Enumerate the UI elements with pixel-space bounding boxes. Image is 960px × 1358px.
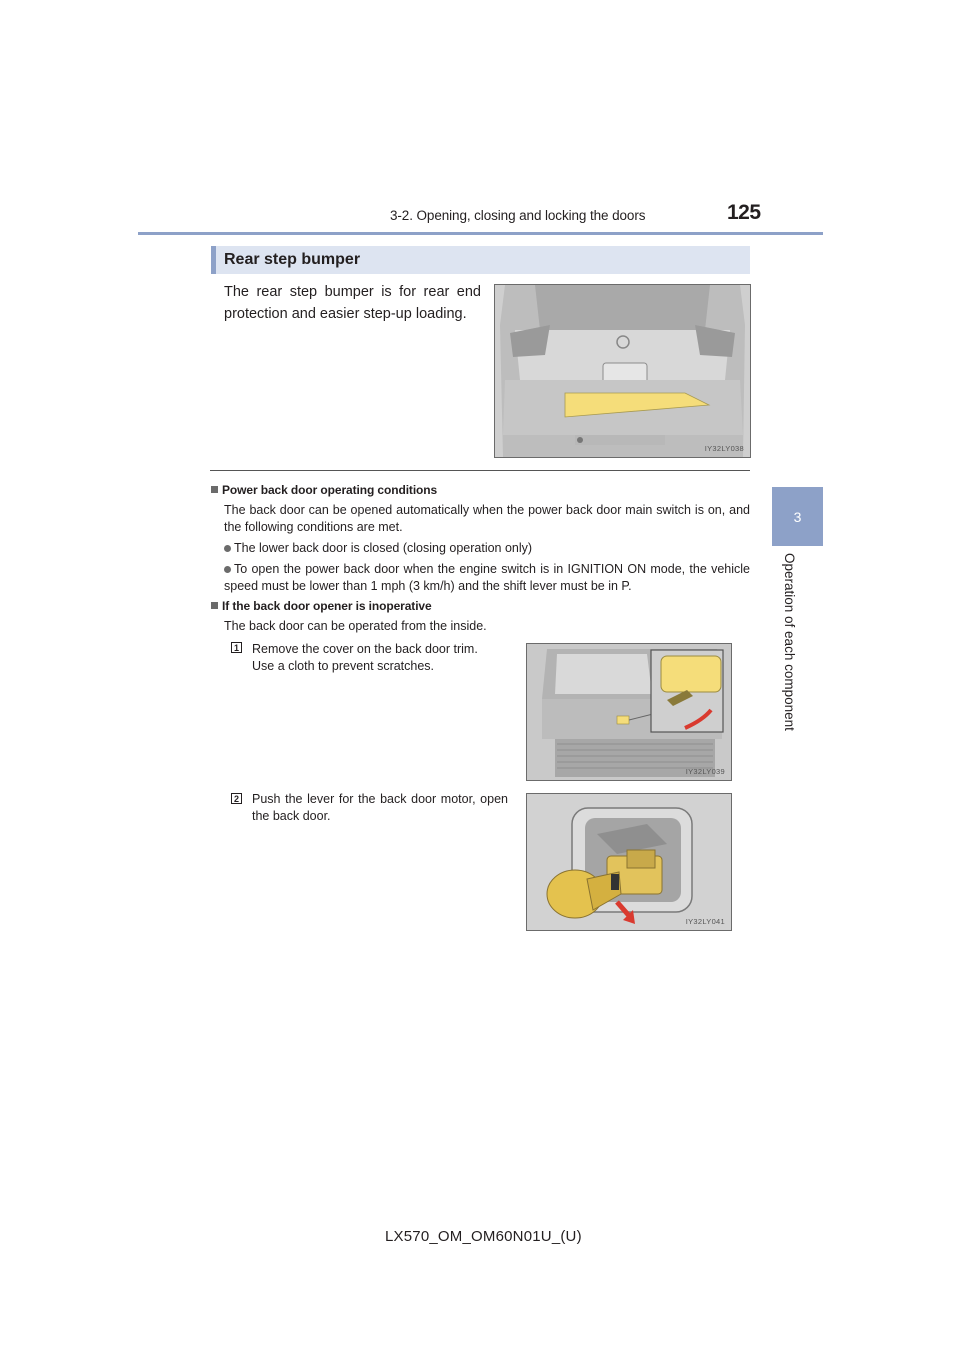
running-header: 3-2. Opening, closing and locking the doors xyxy=(390,208,646,223)
note-heading-power-back-door xyxy=(211,483,437,497)
step-1-line-1: Remove the cover on the back door trim. xyxy=(252,642,478,656)
chapter-number: 3 xyxy=(793,508,802,525)
square-bullet-icon xyxy=(211,602,218,609)
section-intro: The rear step bumper is for rear end protection and easier step-up loading. xyxy=(224,284,481,322)
section-title: Rear step bumper xyxy=(224,251,361,268)
figure-id-label: IY32LY041 xyxy=(685,917,725,926)
square-bullet-icon xyxy=(211,486,218,493)
list-item xyxy=(224,540,750,557)
page-number: 125 xyxy=(727,201,761,224)
step-2-text: Push the lever for the back door motor, open the back door. xyxy=(252,792,508,823)
list-item xyxy=(224,561,750,594)
section-heading-bar xyxy=(211,246,216,274)
step-number-2: 2 xyxy=(231,793,242,804)
chapter-tab xyxy=(772,487,823,546)
note-text-power-back-door: The back door can be opened automatically when the power back door main switch is on, and the following conditions are met. xyxy=(224,503,750,534)
bullet-text: The lower back door is closed (closing operation only) xyxy=(234,541,533,555)
note-heading-opener-inoperative xyxy=(211,599,432,613)
round-bullet-icon xyxy=(224,545,231,552)
note-heading-text: Power back door operating conditions xyxy=(222,483,438,497)
rear-bumper-figure xyxy=(494,284,751,458)
section-divider xyxy=(210,470,750,471)
back-door-trim-figure xyxy=(526,643,732,781)
back-door-trim-illustration xyxy=(527,644,731,780)
figure-id-label: IY32LY038 xyxy=(704,444,744,453)
bullet-text: To open the power back door when the engine switch is in IGNITION ON mode, the vehicle speed must be lower than 1 mph (3 km/h) and the shift lever must be in P. xyxy=(224,562,750,593)
back-door-lever-figure xyxy=(526,793,732,931)
round-bullet-icon xyxy=(224,566,231,573)
chapter-side-title: Operation of each component xyxy=(782,553,797,731)
rear-bumper-illustration xyxy=(495,285,750,457)
step-1-line-2: Use a cloth to prevent scratches. xyxy=(252,658,435,673)
header-rule xyxy=(138,232,823,235)
note-text-opener-inoperative: The back door can be operated from the inside. xyxy=(224,619,487,633)
document-code: LX570_OM_OM60N01U_(U) xyxy=(385,1228,582,1245)
step-number-1: 1 xyxy=(231,642,242,653)
figure-id-label: IY32LY039 xyxy=(685,767,725,776)
back-door-lever-illustration xyxy=(527,794,731,930)
step-1-text xyxy=(252,641,512,674)
section-heading xyxy=(211,246,750,274)
note-heading-text: If the back door opener is inoperative xyxy=(222,599,432,613)
